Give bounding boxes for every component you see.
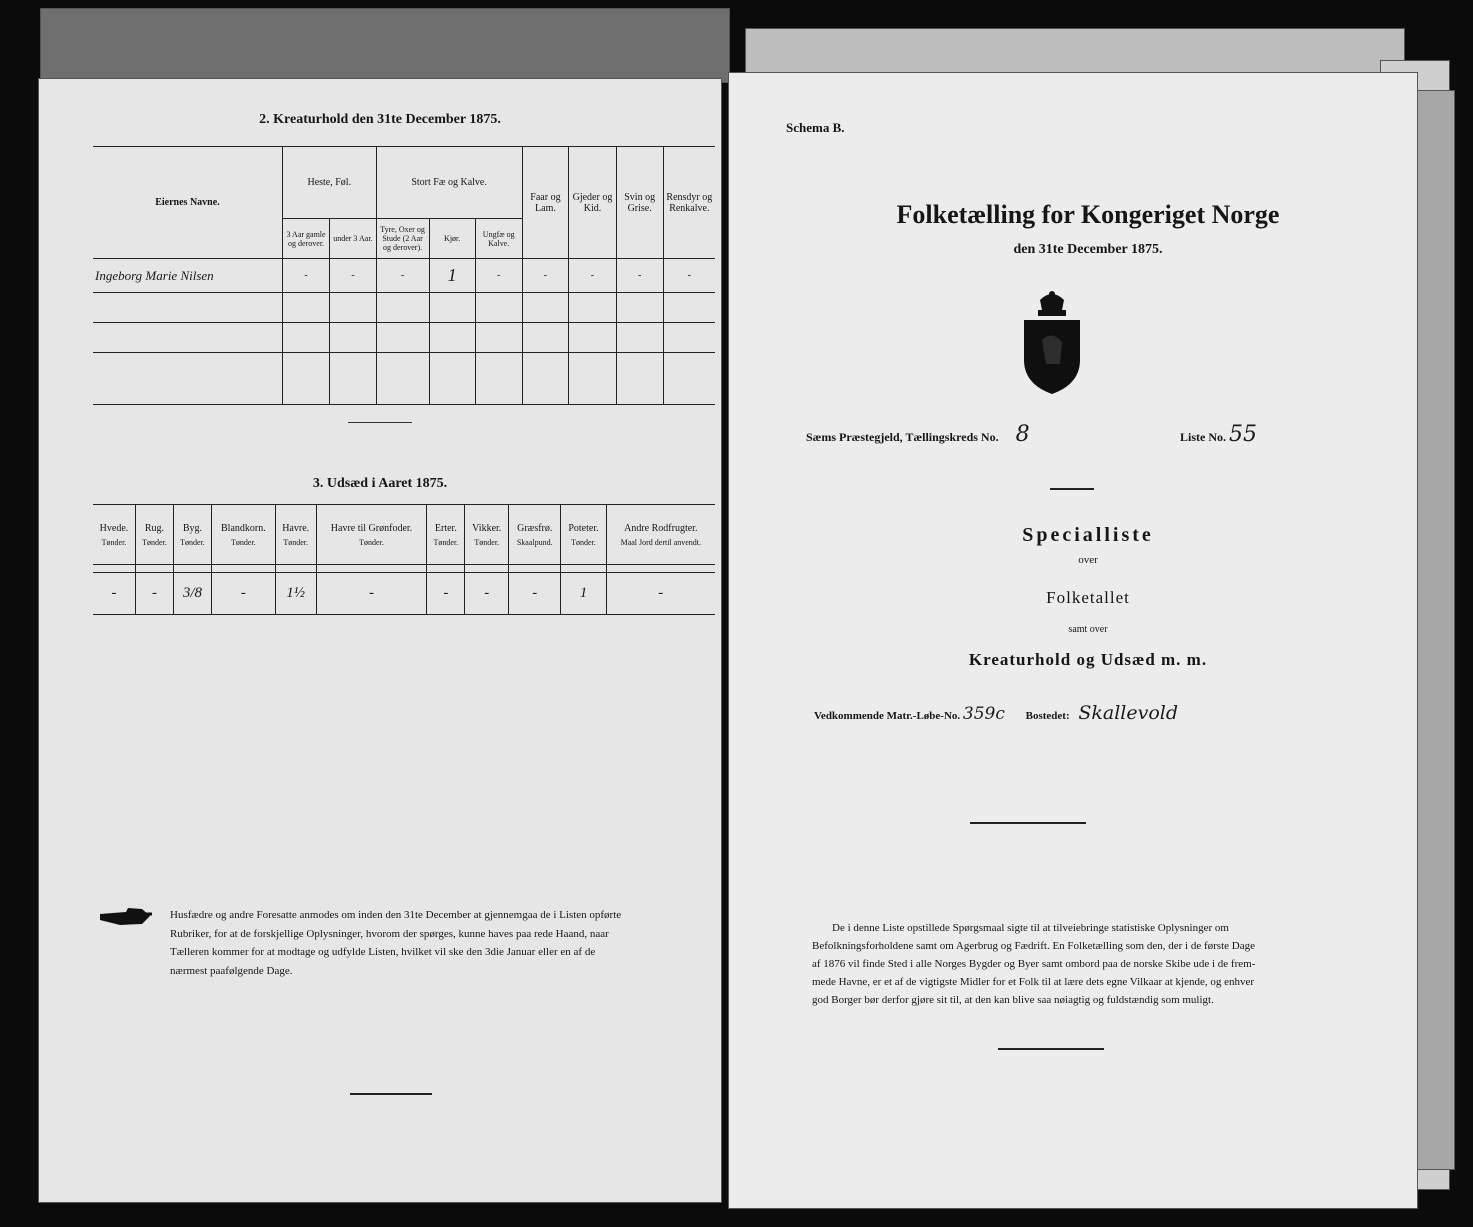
col-sheep: Faar og Lam. xyxy=(522,147,569,259)
col-cattle: Stort Fæ og Kalve. xyxy=(376,147,522,219)
left-page xyxy=(38,78,722,1203)
sowing-col-header xyxy=(316,505,427,565)
sowing-crop-label: Havre til Grønfoder. xyxy=(330,522,413,534)
bosted-label: Bostedet: xyxy=(1025,710,1070,722)
livestock-table xyxy=(93,146,715,405)
sowing-col-header xyxy=(135,505,173,565)
census-title: Folketælling for Kongeriget Norge xyxy=(896,200,1280,229)
sowing-unit-label: Tønder. xyxy=(101,537,127,547)
over-text: over xyxy=(1078,554,1098,566)
samt-over-text: samt over xyxy=(1068,624,1108,635)
bottom-line: Befolkningsforholdene samt om Agerbrug og Fædrift. En Folketælling som den, der i de første Dage xyxy=(812,940,1255,952)
notice-text xyxy=(170,906,710,980)
bottom-notice xyxy=(812,919,1372,1009)
sowing-col-header xyxy=(173,505,211,565)
cell-cattle-b: 1 xyxy=(429,259,475,293)
col-cattle-c: Ungfæ og Kalve. xyxy=(475,219,522,259)
table-row xyxy=(93,293,715,323)
divider xyxy=(1050,488,1094,490)
sowing-col-header xyxy=(93,505,135,565)
right-page xyxy=(728,72,1418,1209)
col-reindeer: Rensdyr og Renkalve. xyxy=(663,147,715,259)
sowing-unit-label: Tønder. xyxy=(474,537,500,547)
parish-label: Sæms Præstegjeld, xyxy=(806,430,903,444)
cell-reindeer: - xyxy=(663,259,715,293)
owner-name: Ingeborg Marie Nilsen xyxy=(93,259,282,293)
sowing-value: 1½ xyxy=(275,573,316,615)
section2-title: 2. Kreaturhold den 31te December 1875. xyxy=(259,112,501,127)
sowing-value: - xyxy=(93,573,135,615)
sowing-crop-label: Græsfrø. xyxy=(517,522,553,534)
sowing-col-header xyxy=(561,505,606,565)
sowing-col-header xyxy=(427,505,465,565)
sowing-value: - xyxy=(316,573,427,615)
list-label: Liste No. xyxy=(1180,430,1226,444)
divider xyxy=(998,1048,1104,1050)
sowing-gap-cell xyxy=(275,565,316,573)
cell-horses-a: - xyxy=(282,259,329,293)
sowing-value: - xyxy=(465,573,509,615)
sowing-crop-label: Erter. xyxy=(434,522,457,534)
sowing-col-header xyxy=(275,505,316,565)
cell-pigs: - xyxy=(616,259,663,293)
divider xyxy=(350,1093,432,1095)
sowing-value: - xyxy=(212,573,276,615)
sowing-unit-label: Tønder. xyxy=(283,537,309,547)
col-horses: Heste, Føl. xyxy=(282,147,376,219)
sowing-col-header xyxy=(509,505,561,565)
list-number: 55 xyxy=(1229,422,1257,447)
notice-line: Tælleren kommer for at modtage og udfylde Listen, hvilket vil ske den 3die Januar eller en af de xyxy=(170,946,596,958)
parish-line xyxy=(806,422,1030,447)
sowing-value: - xyxy=(606,573,715,615)
pointing-hand-icon xyxy=(98,906,154,928)
sowing-value: - xyxy=(135,573,173,615)
sowing-unit-label: Skaalpund. xyxy=(516,537,553,547)
folketallet-text: Folketallet xyxy=(1046,588,1130,607)
cell-cattle-a: - xyxy=(376,259,429,293)
district-label: Tællingskreds No. xyxy=(905,430,999,444)
schema-label: Schema B. xyxy=(786,120,845,135)
sowing-crop-label: Blandkorn. xyxy=(221,522,266,534)
sowing-gap-cell xyxy=(427,565,465,573)
sowing-gap-cell xyxy=(93,565,135,573)
background-page-top xyxy=(40,8,730,83)
list-line xyxy=(1180,422,1257,447)
col-cattle-a: Tyre, Oxer og Stude (2 Aar og derover). xyxy=(376,219,429,259)
cell-sheep: - xyxy=(522,259,569,293)
sowing-crop-label: Havre. xyxy=(282,522,310,534)
sowing-col-header xyxy=(212,505,276,565)
col-pigs: Svin og Grise. xyxy=(616,147,663,259)
sowing-gap-cell xyxy=(509,565,561,573)
bottom-line: god Borger bør derfor gjøre sit til, at den kan blive saa nøiagtig og fuldstændig som muligt. xyxy=(812,994,1214,1006)
sowing-unit-label: Tønder. xyxy=(571,537,596,547)
section3-title: 3. Udsæd i Aaret 1875. xyxy=(312,476,448,491)
table-row xyxy=(93,573,715,615)
kreaturhold-heading: Kreaturhold og Udsæd m. m. xyxy=(968,650,1208,669)
bottom-line: mede Havne, er et af de vigtigste Midler for et Folk til at lære dets egne Vilkaar at kjende, og enhver xyxy=(812,976,1255,988)
col-horses-b: under 3 Aar. xyxy=(330,219,376,259)
sowing-unit-label: Tønder. xyxy=(433,537,459,547)
matr-label: Vedkommende Matr.-Løbe-No. xyxy=(814,710,961,722)
sowing-value: - xyxy=(509,573,561,615)
notice-line: nærmest paafølgende Dage. xyxy=(170,964,293,977)
sowing-gap-cell xyxy=(606,565,715,573)
census-date: den 31te December 1875. xyxy=(1013,242,1163,257)
matr-line xyxy=(814,702,1178,724)
sowing-gap-cell xyxy=(212,565,276,573)
divider xyxy=(348,422,412,423)
sowing-gap-cell xyxy=(135,565,173,573)
district-number: 8 xyxy=(1015,422,1030,447)
sowing-crop-label: Poteter. xyxy=(568,522,599,534)
col-owner: Eiernes Navne. xyxy=(93,147,282,259)
coat-of-arms-icon xyxy=(1020,290,1084,394)
sowing-crop-label: Byg. xyxy=(182,522,203,534)
sowing-unit-label: Tønder. xyxy=(359,537,384,547)
specialliste-heading: Specialliste xyxy=(1022,524,1154,546)
sowing-unit-label: Tønder. xyxy=(142,537,167,547)
notice-line: Rubriker, for at de forskjellige Oplysninger, hvorom der spørges, kunne haves paa rede Haand, naar xyxy=(170,927,609,940)
sowing-col-header xyxy=(465,505,509,565)
sowing-value: - xyxy=(427,573,465,615)
col-goats: Gjeder og Kid. xyxy=(569,147,616,259)
cell-goats: - xyxy=(569,259,616,293)
sowing-crop-label: Hvede. xyxy=(99,522,129,534)
sowing-unit-label: Tønder. xyxy=(231,537,256,547)
sowing-gap-cell xyxy=(316,565,427,573)
col-horses-a: 3 Aar gamle og derover. xyxy=(282,219,329,259)
sowing-unit-label: Maal Jord dertil anvendt. xyxy=(620,537,701,547)
sowing-value: 1 xyxy=(561,573,606,615)
sowing-crop-label: Rug. xyxy=(144,522,165,534)
cell-cattle-c: - xyxy=(475,259,522,293)
divider xyxy=(970,822,1086,824)
sowing-unit-label: Tønder. xyxy=(180,537,205,547)
sowing-col-header xyxy=(606,505,715,565)
table-row xyxy=(93,353,715,405)
sowing-gap-cell xyxy=(173,565,211,573)
sowing-crop-label: Vikker. xyxy=(472,522,502,534)
bosted-value: Skallevold xyxy=(1078,702,1179,724)
sowing-value: 3/8 xyxy=(173,573,211,615)
cell-horses-b: - xyxy=(330,259,376,293)
table-row xyxy=(93,259,715,293)
sowing-crop-label: Andre Rodfrugter. xyxy=(624,522,698,534)
sowing-gap-cell xyxy=(465,565,509,573)
bottom-line: af 1876 vil finde Sted i alle Norges Bygder og Byer samt ombord paa de norske Skibe ude i de frem- xyxy=(812,958,1256,970)
sowing-gap-cell xyxy=(561,565,606,573)
bottom-line: De i denne Liste opstillede Spørgsmaal sigte til at tilveiebringe statistiske Oplysninger om xyxy=(832,922,1229,934)
sowing-table xyxy=(93,504,715,615)
table-row xyxy=(93,323,715,353)
col-cattle-b: Kjør. xyxy=(429,219,475,259)
matr-number: 359c xyxy=(962,704,1005,724)
notice-line: Husfædre og andre Foresatte anmodes om inden den 31te December at gjennemgaa de i Listen opførte xyxy=(170,909,622,921)
